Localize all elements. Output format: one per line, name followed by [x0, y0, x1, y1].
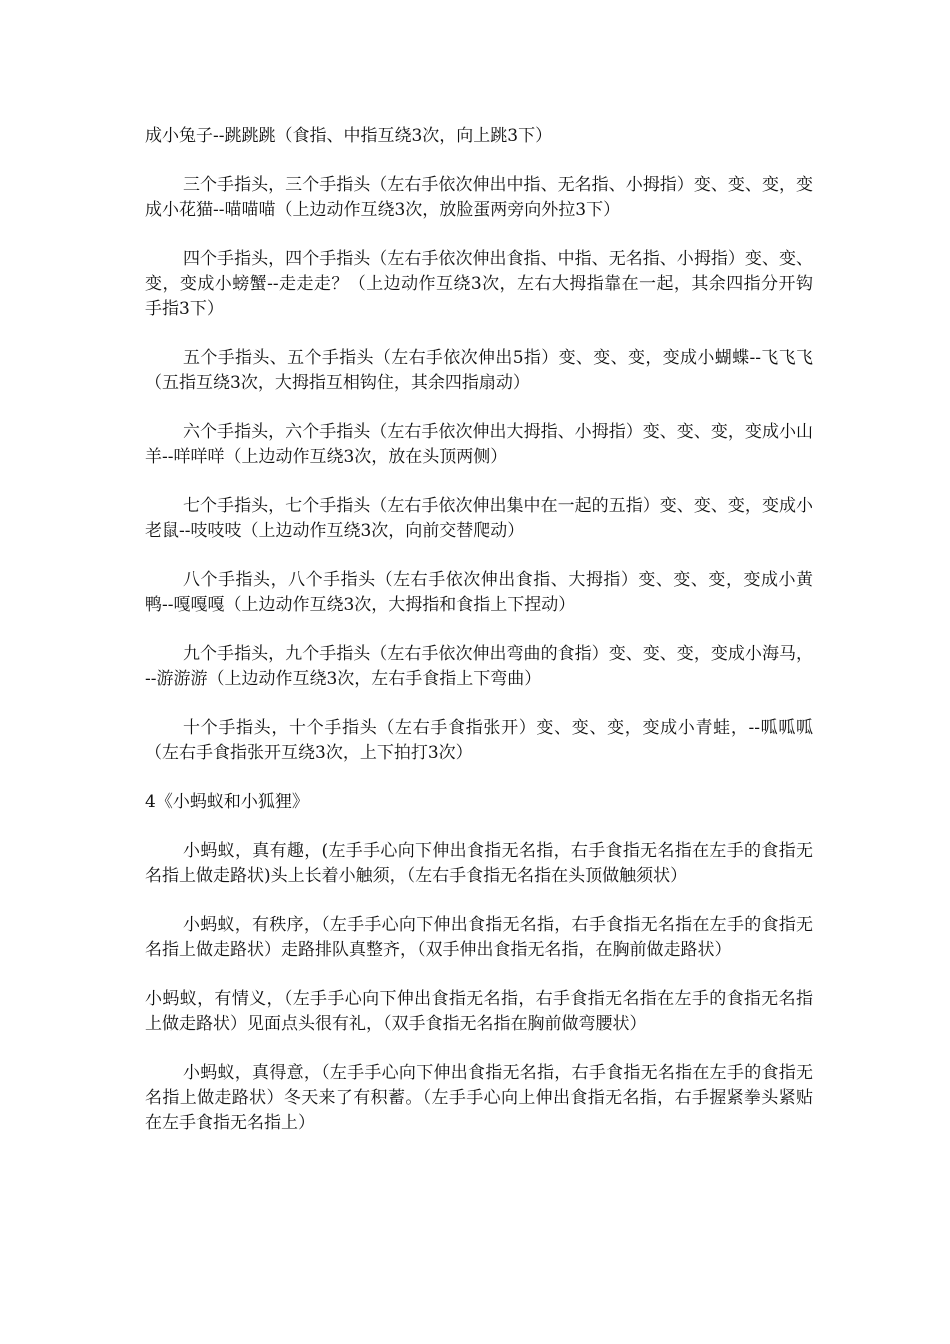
- paragraph: 小蚂蚁，有情义，（左手手心向下伸出食指无名指，右手食指无名指在左手的食指无名指上做走路状）见面点头很有礼，（双手食指无名指在胸前做弯腰状）: [145, 989, 813, 1034]
- paragraph: 四个手指头，四个手指头（左右手依次伸出食指、中指、无名指、小拇指）变、变、变，变成小螃蟹--走走走？（上边动作互绕3次，左右大拇指靠在一起，其余四指分开钩手指3下）: [145, 249, 813, 319]
- paragraph: 小蚂蚁，真有趣，(左手手心向下伸出食指无名指，右手食指无名指在左手的食指无名指上做走路状)头上长着小触须，（左右手食指无名指在头顶做触须状）: [145, 841, 813, 886]
- section-heading: 4《小蚂蚁和小狐狸》: [145, 792, 309, 812]
- paragraph: 六个手指头，六个手指头（左右手依次伸出大拇指、小拇指）变、变、变，变成小山羊--咩咩咩（上边动作互绕3次，放在头顶两侧）: [145, 422, 813, 467]
- paragraph: 小蚂蚁，真得意，（左手手心向下伸出食指无名指，右手食指无名指在左手的食指无名指上做走路状）冬天来了有积蓄。（左手手心向上伸出食指无名指，右手握紧拳头紧贴在左手食指无名指上）: [145, 1063, 813, 1133]
- document-body: [145, 124, 813, 1160]
- paragraph: 九个手指头，九个手指头（左右手依次伸出弯曲的食指）变、变、变，变成小海马，--游游游（上边动作互绕3次，左右手食指上下弯曲）: [145, 644, 813, 689]
- paragraph: 成小兔子--跳跳跳（食指、中指互绕3次，向上跳3下）: [145, 126, 553, 146]
- paragraph: 七个手指头，七个手指头（左右手依次伸出集中在一起的五指）变、变、变，变成小老鼠--吱吱吱（上边动作互绕3次，向前交替爬动）: [145, 496, 813, 541]
- paragraph: 三个手指头，三个手指头（左右手依次伸出中指、无名指、小拇指）变、变、变，变成小花猫--喵喵喵（上边动作互绕3次，放脸蛋两旁向外拉3下）: [145, 175, 813, 220]
- paragraph: 小蚂蚁，有秩序，（左手手心向下伸出食指无名指，右手食指无名指在左手的食指无名指上做走路状）走路排队真整齐，（双手伸出食指无名指，在胸前做走路状）: [145, 915, 813, 960]
- paragraph: 八个手指头，八个手指头（左右手依次伸出食指、大拇指）变、变、变，变成小黄鸭--嘎嘎嘎（上边动作互绕3次，大拇指和食指上下捏动）: [145, 570, 813, 615]
- paragraph: 五个手指头、五个手指头（左右手依次伸出5指）变、变、变，变成小蝴蝶--飞飞飞（五指互绕3次，大拇指互相钩住，其余四指扇动）: [145, 348, 813, 393]
- paragraph: 十个手指头，十个手指头（左右手食指张开）变、变、变，变成小青蛙，--呱呱呱（左右手食指张开互绕3次，上下拍打3次）: [145, 718, 813, 763]
